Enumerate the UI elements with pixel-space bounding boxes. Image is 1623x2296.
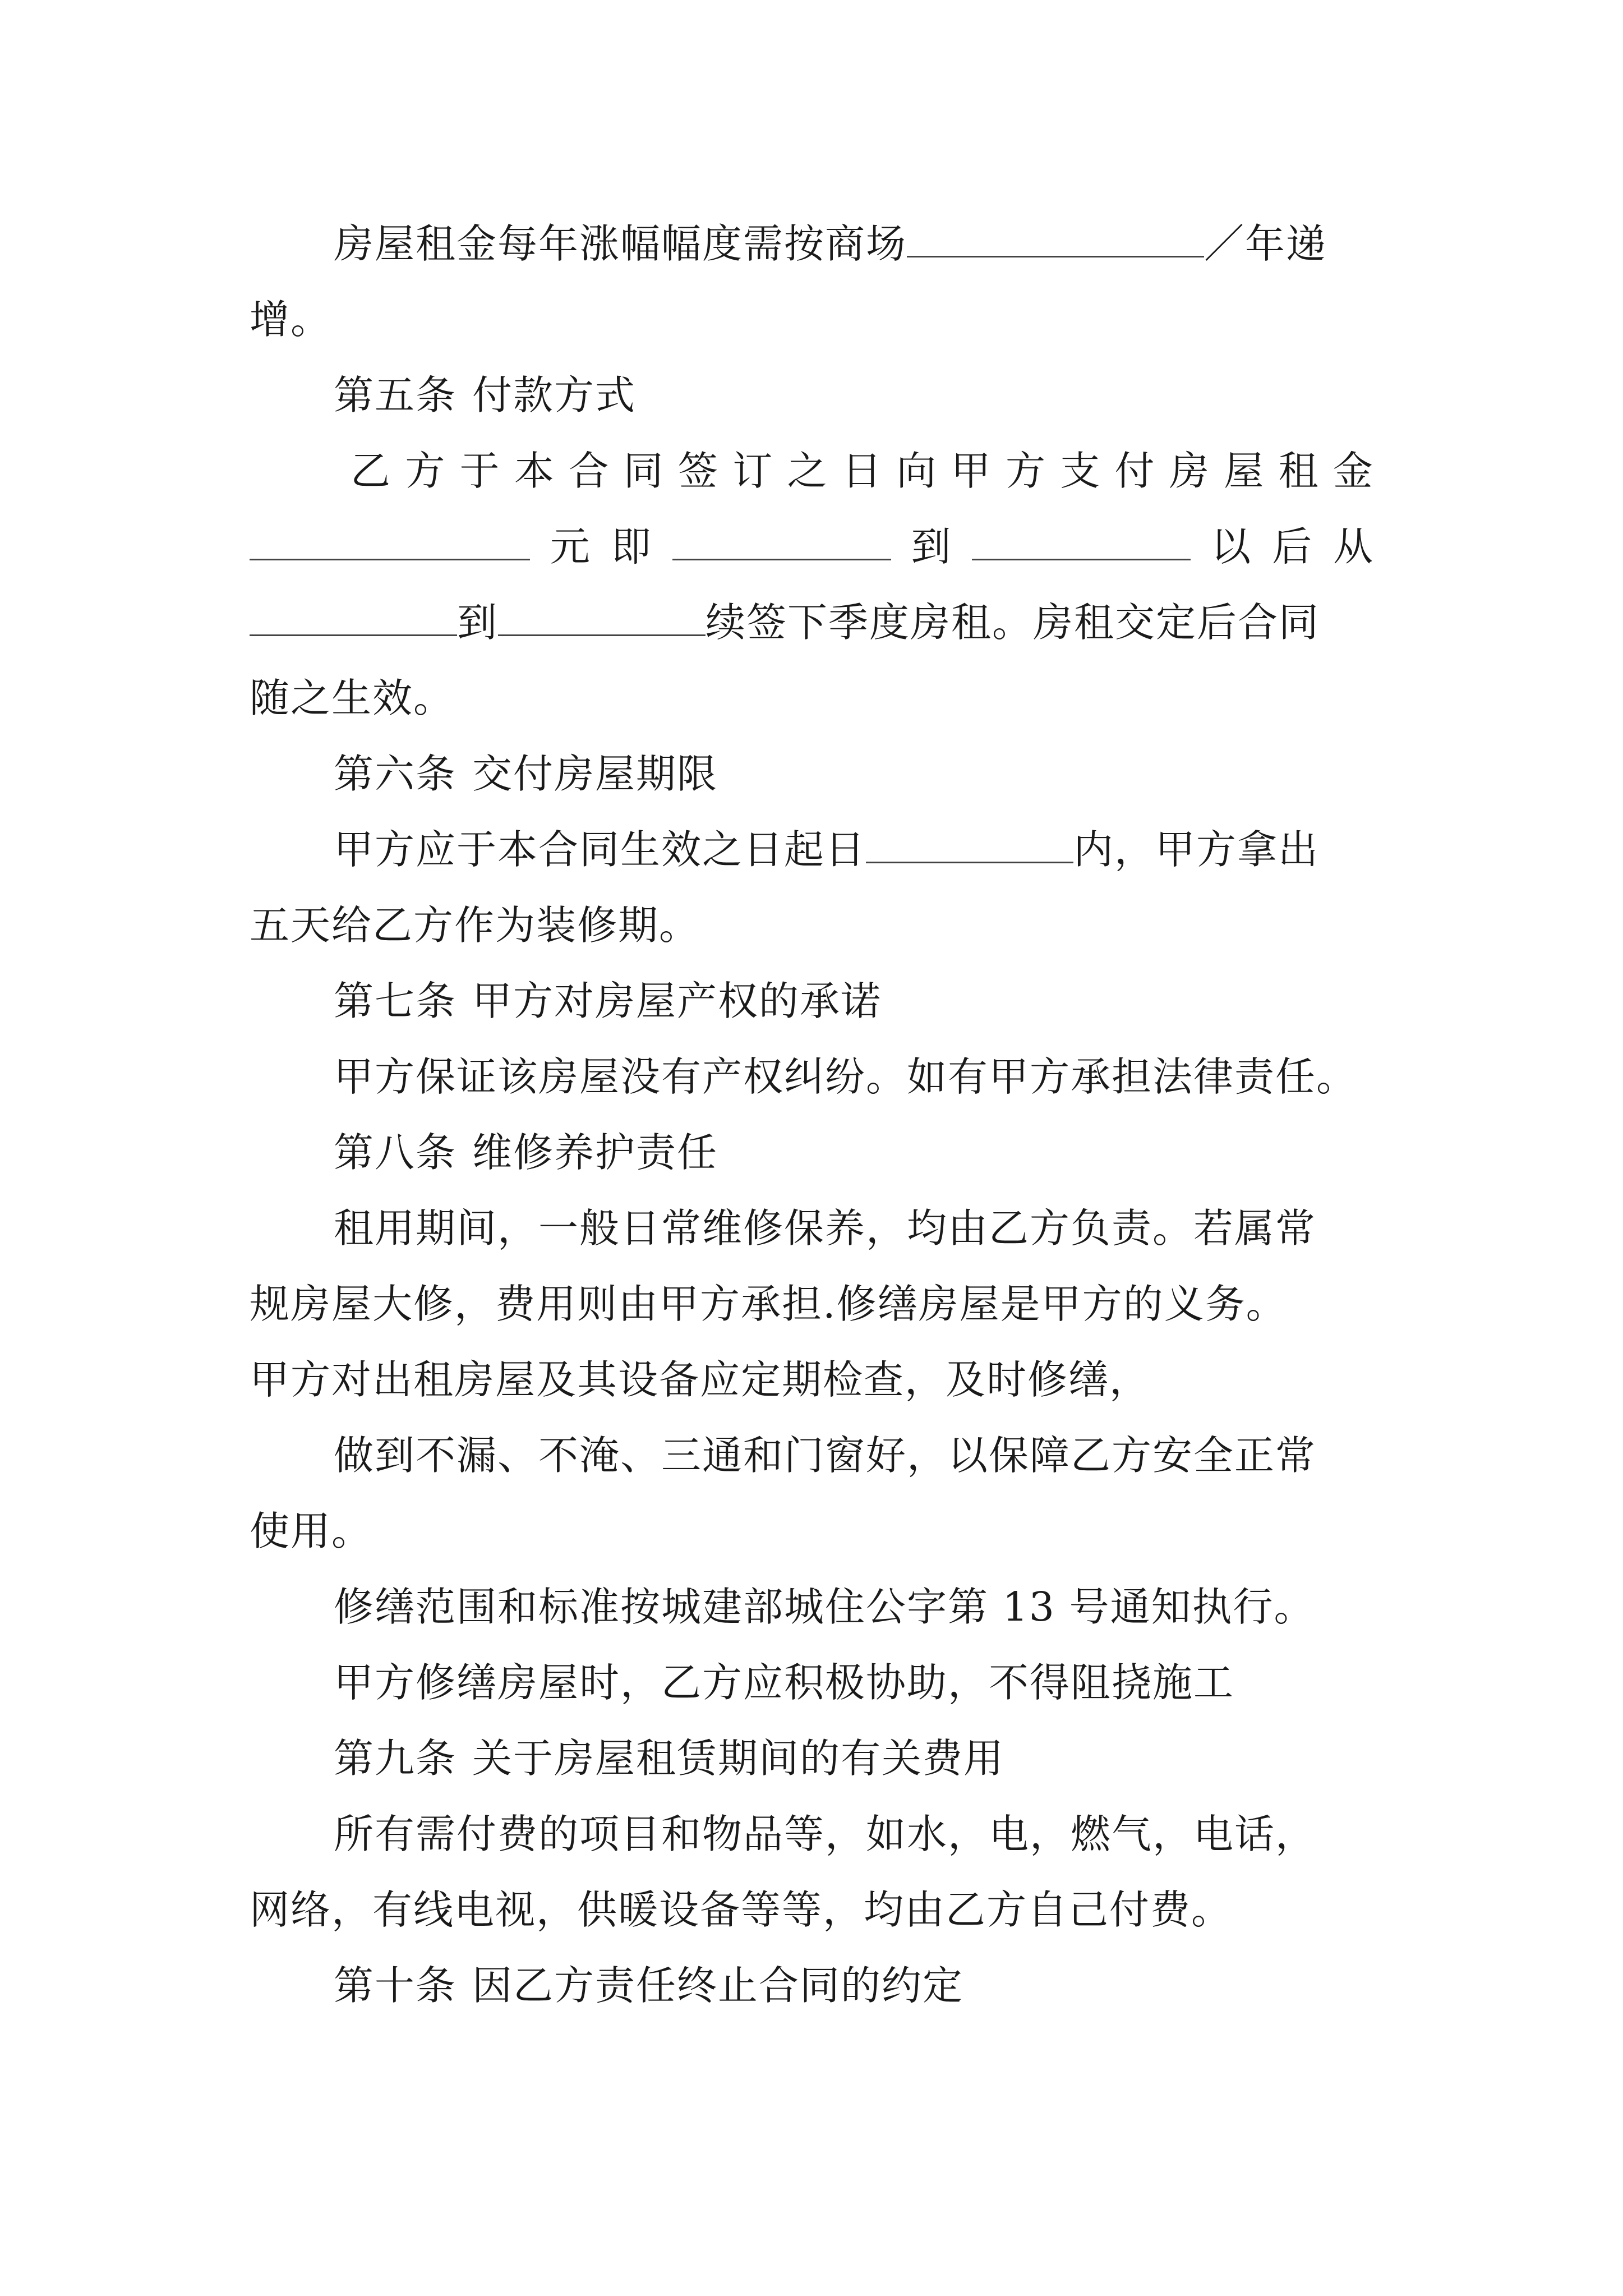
char: 后 (1272, 523, 1313, 570)
article-number: 第七条 (334, 978, 457, 1024)
body-text: 续签下季度房租。房租交定后合同 (706, 599, 1320, 646)
body-text: 甲方应于本合同生效之日起日 (334, 826, 866, 873)
payment-line-1 (351, 443, 1374, 499)
article-number: 第八条 (334, 1129, 457, 1176)
body-text: 网络，有线电视，供暖设备等等，均由乙方自己付费。 (250, 1887, 1233, 1933)
body-text: 甲方对出租房屋及其设备应定期检查，及时修缮， (250, 1356, 1151, 1403)
char: 甲 (951, 448, 992, 494)
body-text-line (250, 1882, 1374, 1938)
body-text-line (334, 1428, 1374, 1484)
article-10-heading (334, 1958, 1374, 2014)
body-text: 内，甲方拿出 (1073, 826, 1320, 873)
article-title: 甲方对房屋产权的承诺 (472, 978, 882, 1024)
article-9-heading (334, 1731, 1374, 1787)
body-text: 随之生效。 (250, 675, 455, 721)
body-text: 到 (457, 599, 499, 646)
article-title: 因乙方责任终止合同的约定 (472, 1962, 964, 2009)
blank-field[interactable] (866, 823, 1073, 863)
body-text-line (250, 292, 1374, 348)
char: 从 (1332, 523, 1374, 570)
rent-increase-text: 房屋租金每年涨幅幅度需按商场 (334, 220, 907, 267)
body-text: 五天给乙方作为装修期。 (250, 902, 700, 949)
char: 即 (611, 523, 652, 570)
char: 之 (787, 448, 828, 494)
article-6-heading (334, 746, 1374, 802)
delivery-line-1 (334, 822, 1374, 878)
char: 方 (405, 448, 446, 494)
body-text-line (250, 898, 1374, 954)
payment-line-2 (250, 519, 1374, 575)
blank-field[interactable] (907, 218, 1204, 257)
char: 以 (1211, 523, 1252, 570)
char: 于 (459, 448, 501, 494)
char: 金 (1332, 448, 1374, 494)
article-number: 第六条 (334, 751, 457, 797)
char: 付 (1114, 448, 1156, 494)
rent-increase-line (334, 216, 1374, 272)
article-title: 交付房屋期限 (472, 751, 718, 797)
char: 支 (1060, 448, 1101, 494)
article-title: 付款方式 (472, 372, 637, 418)
char: 签 (677, 448, 719, 494)
body-text: 所有需付费的项目和物品等，如水，电，燃气，电话， (334, 1811, 1317, 1857)
body-text-line (250, 1352, 1374, 1408)
article-5-heading (334, 367, 1374, 424)
body-text-line (250, 1503, 1374, 1559)
body-text: 甲方保证该房屋没有产权纠纷。如有甲方承担法律责任。 (334, 1053, 1358, 1100)
article-8-heading (334, 1125, 1374, 1181)
char: 房 (1169, 448, 1210, 494)
body-text: 修缮范围和标准按城建部城住公字第 13 号通知执行。 (334, 1584, 1315, 1630)
body-text: 增。 (250, 296, 332, 343)
char: 乙 (351, 448, 392, 494)
char: 到 (911, 523, 952, 570)
char: 合 (569, 448, 610, 494)
blank-field[interactable] (498, 596, 706, 636)
blank-field[interactable] (972, 521, 1191, 560)
blank-field[interactable] (250, 596, 457, 636)
article-title: 关于房屋租赁期间的有关费用 (472, 1735, 1005, 1782)
body-text: 规房屋大修，费用则由甲方承担.修缮房屋是甲方的义务。 (250, 1281, 1287, 1327)
char: 本 (514, 448, 555, 494)
char: 屋 (1224, 448, 1265, 494)
body-text-line (250, 670, 1374, 726)
article-number: 第五条 (334, 372, 457, 418)
article-number: 第十条 (334, 1962, 457, 2009)
body-text: 租用期间，一般日常维修保养，均由乙方负责。若属常 (334, 1205, 1317, 1251)
body-text-line (250, 1276, 1374, 1332)
body-text-line (334, 1806, 1374, 1862)
article-number: 第九条 (334, 1735, 457, 1782)
body-text-line (334, 1049, 1374, 1105)
article-title: 维修养护责任 (472, 1129, 718, 1176)
blank-field[interactable] (250, 521, 530, 560)
article-7-heading (334, 973, 1374, 1029)
body-text-line (334, 1655, 1374, 1711)
char: 订 (732, 448, 774, 494)
char: 向 (896, 448, 938, 494)
body-text-line (334, 1200, 1374, 1257)
payment-line-3 (250, 595, 1374, 651)
body-text: 使用。 (250, 1508, 373, 1554)
char: 日 (841, 448, 883, 494)
char: 方 (1005, 448, 1046, 494)
body-text: 做到不漏、不淹、三通和门窗好，以保障乙方安全正常 (334, 1432, 1317, 1479)
body-text: 甲方修缮房屋时，乙方应积极协助，不得阻挠施工 (334, 1659, 1235, 1706)
char: 元 (550, 523, 591, 570)
blank-field[interactable] (672, 521, 891, 560)
char: 同 (623, 448, 665, 494)
body-text-line (334, 1579, 1374, 1635)
char: 租 (1278, 448, 1320, 494)
rent-increase-suffix: ／年递 (1204, 220, 1327, 267)
